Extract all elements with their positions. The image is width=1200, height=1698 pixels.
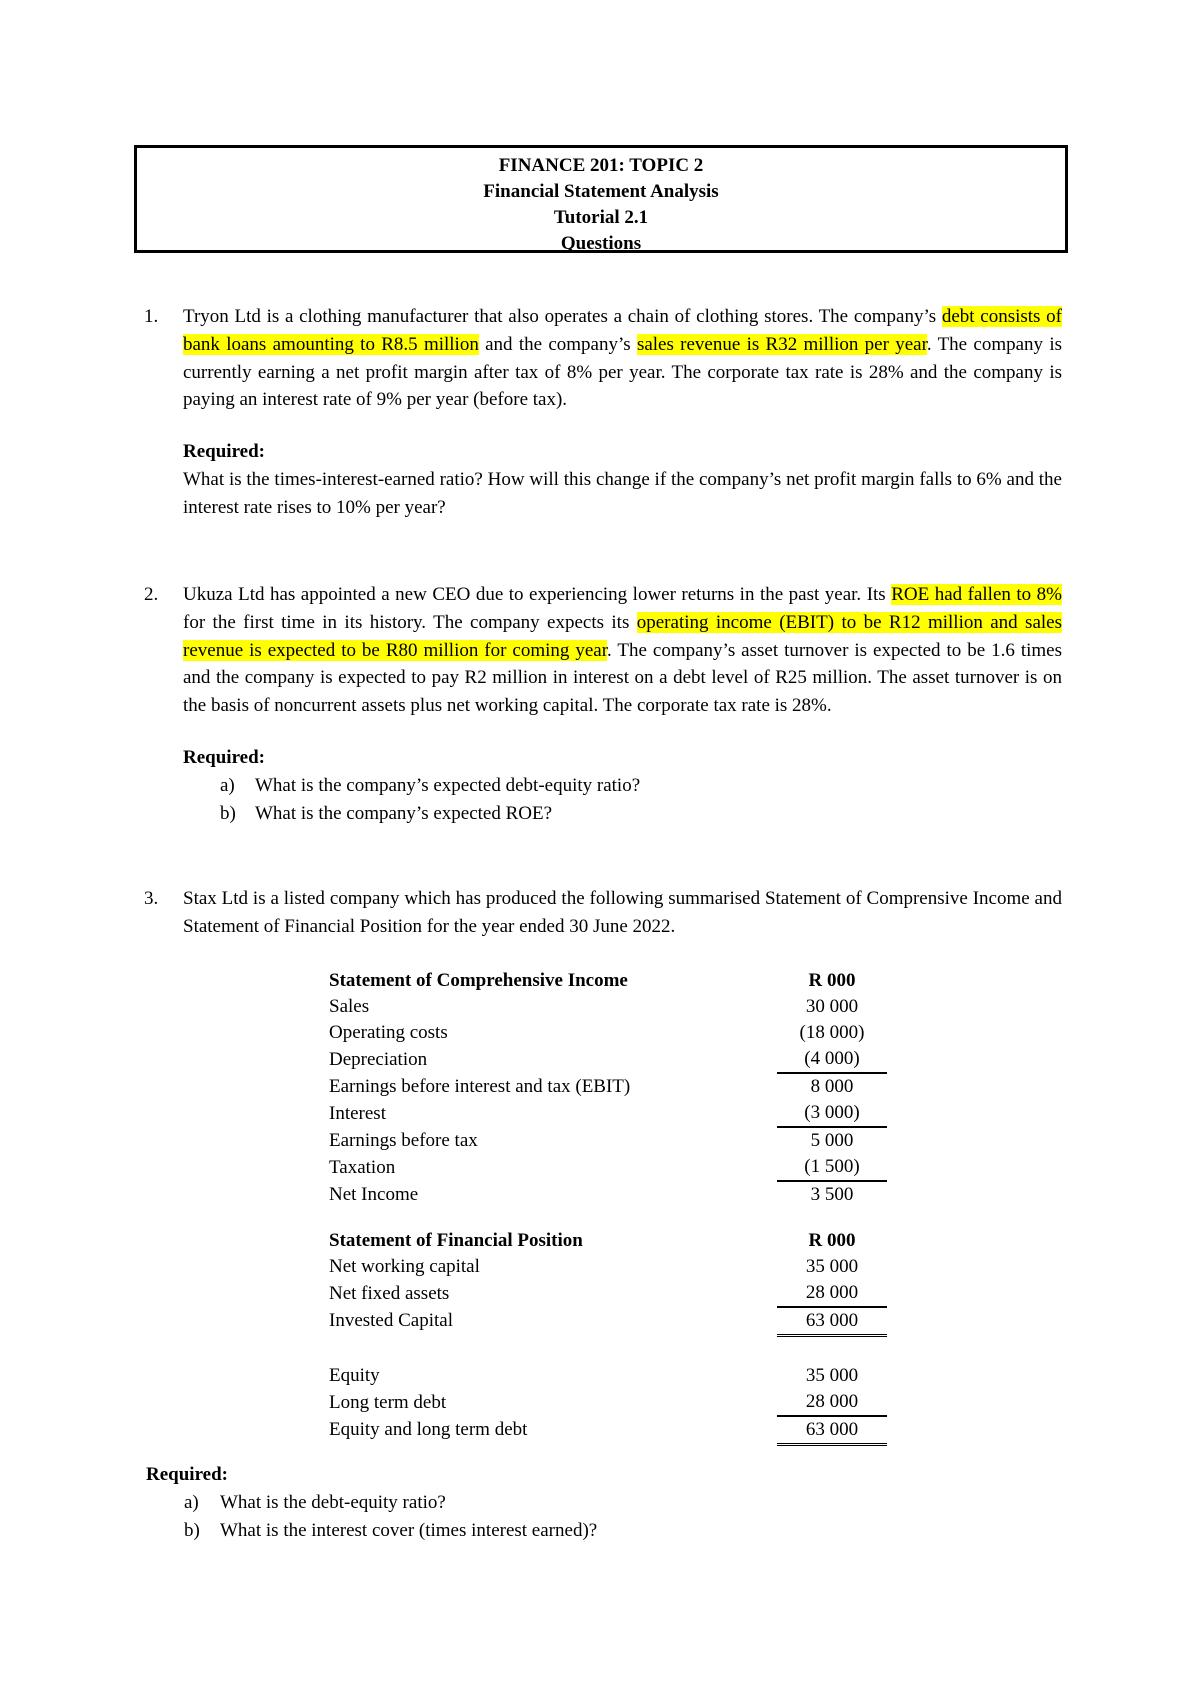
question-3-required — [146, 1461, 1046, 1544]
sub-text: What is the debt-equity ratio? — [220, 1491, 446, 1513]
section-title: Questions — [560, 233, 642, 254]
question-text: Stax Ltd is a listed company which has produced the following summarised Statement of Comprensive Income and Statement of Financial Position for the year ended 30 June 2022. — [183, 888, 1062, 937]
text-run: and the company’s — [478, 333, 637, 355]
table-row — [329, 1100, 887, 1127]
sub-question-a — [183, 772, 1062, 800]
sub-question-b — [183, 800, 1062, 828]
table-row — [329, 1154, 887, 1181]
row-label: Sales — [329, 996, 370, 1017]
spacer-row — [329, 1336, 887, 1364]
topic-title: Financial Statement Analysis — [483, 181, 719, 202]
row-value: 35 000 — [805, 1365, 859, 1386]
required-text: What is the times-interest-earned ratio? How will this change if the company’s net profit margin falls to 6% and the interest rate rises to 10% per year? — [183, 468, 1062, 518]
row-label: Net Income — [329, 1183, 419, 1205]
row-value: 63 000 — [777, 1307, 887, 1336]
unit-header: R 000 — [808, 1230, 856, 1251]
row-value: (18 000) — [799, 1022, 865, 1043]
sub-text: What is the interest cover (times interest earned)? — [220, 1519, 598, 1541]
table-row — [329, 1280, 887, 1307]
row-label: Interest — [329, 1102, 386, 1124]
row-value: 3 500 — [810, 1184, 854, 1205]
row-value: 8 000 — [810, 1076, 854, 1097]
row-value: 28 000 — [777, 1389, 887, 1416]
row-label: Earnings before tax — [329, 1129, 478, 1151]
required-label: Required: — [146, 1464, 228, 1485]
row-label: Operating costs — [329, 1022, 448, 1043]
table-row — [329, 1363, 887, 1389]
row-value: 63 000 — [777, 1416, 887, 1445]
sub-text: What is the company’s expected ROE? — [255, 802, 553, 824]
row-value: 28 000 — [777, 1280, 887, 1307]
row-label: Taxation — [329, 1156, 396, 1178]
highlight: operating income (EBIT) to be R12 million and sales revenue is expected to be R80 million for coming year — [183, 611, 1062, 661]
text-run: . The company is currently earning a net profit margin after tax of 8% per year. The corporate tax rate is 28% and the company is paying an interest rate of 9% per year (before tax). — [183, 333, 1062, 411]
row-value: 30 000 — [805, 996, 859, 1017]
row-label: Net fixed assets — [329, 1282, 450, 1304]
table-row — [329, 1254, 887, 1280]
row-value: (4 000) — [777, 1046, 887, 1073]
sub-question-b — [146, 1517, 1046, 1545]
row-value: (1 500) — [777, 1154, 887, 1181]
row-value: 5 000 — [810, 1130, 854, 1151]
table-row — [329, 1046, 887, 1073]
table-row — [329, 1389, 887, 1416]
table-row — [329, 994, 887, 1020]
highlight: ROE had fallen to 8% — [891, 584, 1063, 605]
table-row — [329, 1073, 887, 1100]
table-title: Statement of Comprehensive Income — [329, 970, 628, 991]
sub-label: a) — [184, 1491, 199, 1513]
table-row — [329, 1307, 887, 1336]
table-row — [329, 1127, 887, 1154]
question-number: 1. — [144, 306, 159, 327]
row-label: Depreciation — [329, 1048, 428, 1070]
question-2 — [144, 581, 1062, 827]
row-label: Long term debt — [329, 1391, 447, 1413]
row-label: Equity and long term debt — [329, 1419, 528, 1441]
question-1 — [144, 303, 1062, 522]
question-3 — [144, 885, 1062, 941]
sub-question-a — [146, 1489, 1046, 1517]
row-label: Earnings before interest and tax (EBIT) — [329, 1075, 631, 1097]
row-label: Equity — [329, 1365, 380, 1386]
row-value: 35 000 — [805, 1256, 859, 1277]
highlight: debt consists of bank loans amounting to R8.5 million — [183, 306, 1062, 355]
text-run: Tryon Ltd is a clothing manufacturer that also operates a chain of clothing stores. The company’s — [183, 306, 942, 327]
required-label: Required: — [183, 746, 265, 768]
title-box — [134, 145, 1068, 253]
course-title: FINANCE 201: TOPIC 2 — [498, 155, 704, 176]
sub-label: b) — [184, 1519, 200, 1541]
highlight: sales revenue is R32 million per year — [636, 333, 927, 355]
sub-label: a) — [220, 774, 235, 796]
tutorial-title: Tutorial 2.1 — [553, 207, 649, 228]
table-row — [329, 1020, 887, 1046]
question-text — [183, 303, 1062, 414]
question-number: 2. — [144, 584, 159, 605]
unit-header: R 000 — [808, 970, 856, 991]
text-run: Ukuza Ltd has appointed a new CEO due to experiencing lower returns in the past year. Its — [183, 584, 892, 605]
table-title: Statement of Financial Position — [329, 1230, 583, 1251]
table-row — [329, 1416, 887, 1445]
question-text — [183, 581, 1062, 720]
row-label: Invested Capital — [329, 1310, 453, 1332]
income-statement-table — [329, 968, 887, 1208]
row-label: Net working capital — [329, 1256, 480, 1277]
sub-text: What is the company’s expected debt-equity ratio? — [255, 774, 641, 796]
sub-label: b) — [220, 802, 236, 824]
row-value: (3 000) — [777, 1100, 887, 1127]
required-label: Required: — [183, 441, 265, 463]
financial-position-table — [329, 1228, 887, 1446]
question-number: 3. — [144, 888, 159, 909]
table-row — [329, 1181, 887, 1208]
text-run: for the first time in its history. The company expects its — [183, 611, 637, 633]
text-run: . The company’s asset turnover is expected to be 1.6 times and the company is expected to pay R2 million in interest on a debt level of R25 million. The asset turnover is on the basis of noncurrent assets plus net working capital. The corporate tax rate is 28%. — [183, 639, 1063, 717]
